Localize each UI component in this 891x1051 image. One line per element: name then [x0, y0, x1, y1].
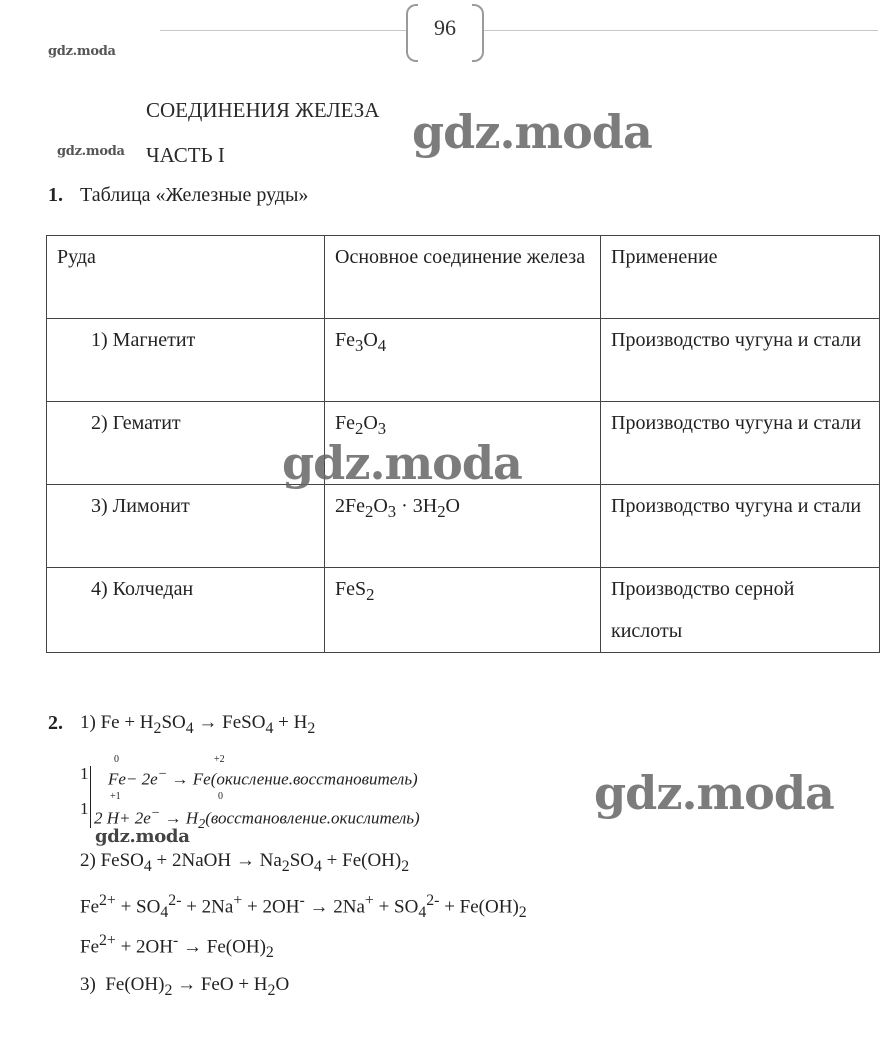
- table-row: [47, 485, 880, 568]
- header-rule-right: [484, 30, 878, 31]
- equation-2-short-ionic: $Fe^{2+} + 2OH^- \to Fe(OH)_2$: [80, 932, 274, 962]
- equation-3: 3) $Fe(OH)_2$ → FeO + $H_2O$: [80, 974, 290, 999]
- table-row: [47, 568, 880, 653]
- ore-use: Производство чугуна и стали: [601, 485, 880, 568]
- watermark-medium: gdz.moda: [95, 826, 190, 847]
- task2-number: 2.: [48, 712, 63, 734]
- watermark-small-top: gdz.moda: [48, 44, 116, 59]
- ox-state-fe-left: 0: [114, 754, 119, 765]
- redox-coefficient-1: 1: [80, 764, 89, 783]
- table-row: [47, 319, 880, 402]
- page-number-box: [406, 4, 484, 58]
- ore-compound: $Fe_3O_4$: [325, 319, 601, 402]
- header-use: Применение: [601, 236, 880, 319]
- redox-coefficient-2: 1: [80, 799, 89, 818]
- page-number: 96: [434, 15, 456, 40]
- ore-compound: $2Fe_2O_3 \cdot 3H_2O$: [325, 485, 601, 568]
- equation-2: 2) FeSO$_4$ + 2NaOH → $Na_2SO_4 + Fe(OH)_2$: [80, 850, 410, 875]
- redox-oxidation: Fe− 2e− → Fe(окисление.восстановитель): [108, 766, 418, 789]
- ox-state-fe-right: +2: [214, 754, 225, 765]
- ore-use: Производство чугуна и стали: [601, 319, 880, 402]
- ore-name: 2) Гематит: [47, 402, 325, 485]
- section-title: СОЕДИНЕНИЯ ЖЕЛЕЗА: [146, 98, 380, 122]
- equation-1: 1) $Fe + H_2SO_4$ → FeSO$_4$ + $H_2$: [80, 712, 316, 737]
- ore-compound: $Fe_2O_3$: [325, 402, 601, 485]
- ore-name: 1) Магнетит: [47, 319, 325, 402]
- header-compound: Основное соединение железа: [325, 236, 601, 319]
- ox-state-h-right: 0: [218, 791, 223, 802]
- watermark-big-equations: gdz.moda: [594, 766, 834, 820]
- header-ore: Руда: [47, 236, 325, 319]
- equation-2-full-ionic: $Fe^{2+} + SO_4^{2-} + 2Na^+ + 2OH^- \to 2Na^+ + SO_4^{2-} + Fe(OH)_2$: [80, 892, 527, 922]
- watermark-big-header: gdz.moda: [412, 105, 652, 159]
- header-rule-left: [160, 30, 406, 31]
- ore-use: Производство чугуна и стали: [601, 402, 880, 485]
- ox-state-h-left: +1: [110, 791, 121, 802]
- task1-number: 1.: [48, 184, 63, 206]
- redox-bracket: [90, 766, 91, 828]
- task1-title: Таблица «Железные руды»: [80, 184, 309, 206]
- watermark-big-table: gdz.moda: [282, 436, 522, 490]
- redox-reduction: 2 $H+ 2e^- \to H_2(восстановление.окислитель)$: [94, 805, 420, 833]
- ore-name: 4) Колчедан: [47, 568, 325, 653]
- ore-use: Производство серной кислоты: [601, 568, 880, 653]
- table-header-row: [47, 236, 880, 319]
- ore-name: 3) Лимонит: [47, 485, 325, 568]
- watermark-small-left: gdz.moda: [57, 144, 125, 159]
- part-title: ЧАСТЬ I: [146, 143, 225, 167]
- ore-compound: FeS$_2$: [325, 568, 601, 653]
